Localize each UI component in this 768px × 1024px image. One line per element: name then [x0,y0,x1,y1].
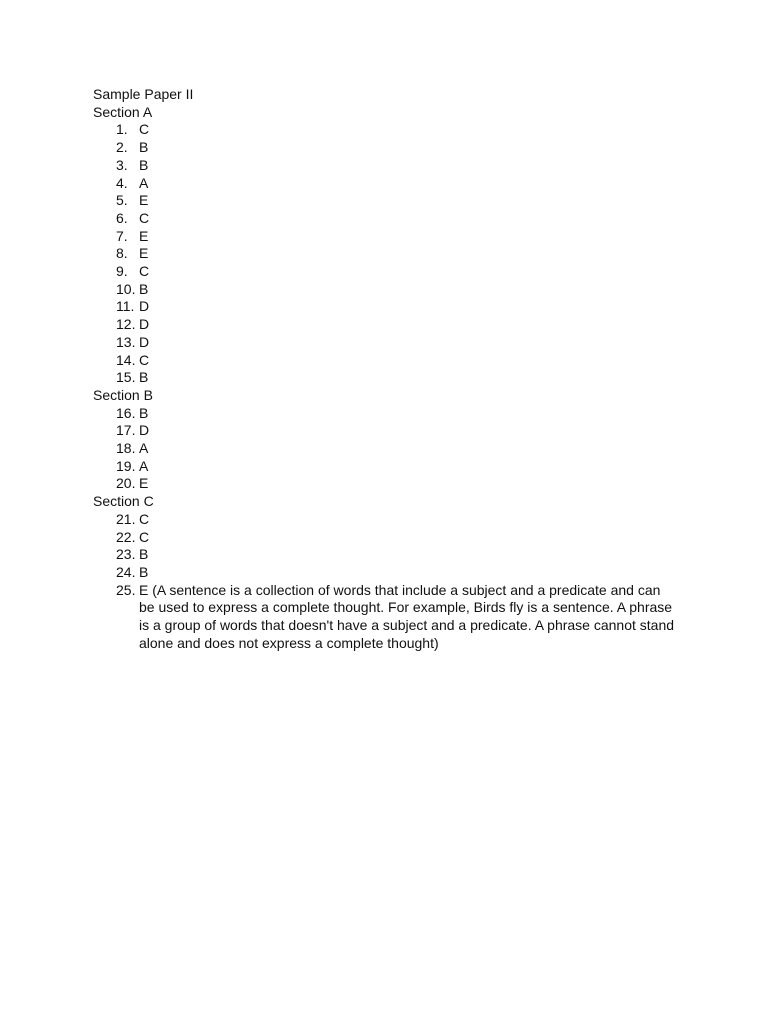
answer-item [93,210,693,228]
answer-text: B [139,563,149,580]
answer-item [93,139,693,157]
answer-text: B [139,404,149,421]
answer-item [93,511,693,529]
answer-list [93,405,693,494]
section-a [93,104,693,387]
question-number: 14. [116,351,136,368]
answer-item [93,529,693,547]
answer-text: A [139,457,149,474]
answer-text: D [139,422,150,439]
answer-item [93,582,693,653]
question-number: 12. [116,316,136,333]
question-number: 25. [116,581,136,598]
question-number: 23. [116,546,136,563]
question-number: 18. [116,440,136,457]
answer-text: D [139,298,150,315]
answer-item [93,352,693,370]
answer-item [93,121,693,139]
answer-text: B [139,139,149,156]
answer-text: C [139,510,150,527]
question-number: 6. [116,209,128,226]
question-number: 16. [116,404,136,421]
answer-item [93,281,693,299]
answer-text: B [139,280,149,297]
answer-item [93,157,693,175]
answer-text: E [139,192,149,209]
answer-text: E (A sentence is a collection of words that include a subject and a predicate and can be used to express a complete thought. For example, Birds fly is a sentence. A phrase is a group of words that doesn't have a subject and a predicate. A phrase cannot stand alone and does not express a complete thought) [139,581,675,651]
answer-list [93,511,693,653]
answer-text: C [139,209,150,226]
document-title: Sample Paper II [93,86,194,102]
question-number: 22. [116,528,136,545]
answer-item [93,405,693,423]
question-number: 21. [116,510,136,527]
answer-text: E [139,475,149,492]
question-number: 19. [116,457,136,474]
question-number: 7. [116,227,128,244]
question-number: 24. [116,563,136,580]
answer-text: C [139,121,150,138]
answer-item [93,475,693,493]
answer-item [93,564,693,582]
answer-text: C [139,263,150,280]
question-number: 3. [116,156,128,173]
question-number: 10. [116,280,136,297]
answer-item [93,440,693,458]
question-number: 13. [116,333,136,350]
section-c [93,493,693,652]
question-number: 5. [116,192,128,209]
question-number: 11. [116,298,135,315]
answer-text: D [139,333,150,350]
document-body [93,86,693,653]
answer-text: C [139,528,150,545]
section-b [93,387,693,493]
question-number: 9. [116,263,128,280]
question-number: 2. [116,139,128,156]
section-heading: Section B [93,386,153,403]
answer-item [93,175,693,193]
answer-text: A [139,440,149,457]
answer-item [93,298,693,316]
answer-text: B [139,546,149,563]
question-number: 8. [116,245,128,262]
question-number: 17. [116,422,136,439]
section-heading: Section C [93,493,154,510]
answer-text: B [139,369,149,386]
answer-item [93,458,693,476]
answer-item [93,192,693,210]
answer-text: C [139,351,150,368]
answer-text: D [139,316,150,333]
question-number: 15. [116,369,136,386]
answer-text: A [139,174,149,191]
answer-list [93,121,693,387]
question-number: 1. [116,121,128,138]
answer-item [93,546,693,564]
answer-item [93,422,693,440]
answer-text: B [139,156,149,173]
answer-item [93,316,693,334]
answer-text: E [139,245,149,262]
question-number: 20. [116,475,136,492]
answer-item [93,245,693,263]
answer-text: E [139,227,149,244]
answer-item [93,263,693,281]
answer-item [93,228,693,246]
question-number: 4. [116,174,128,191]
answer-item [93,334,693,352]
answer-item [93,369,693,387]
section-heading: Section A [93,103,153,120]
